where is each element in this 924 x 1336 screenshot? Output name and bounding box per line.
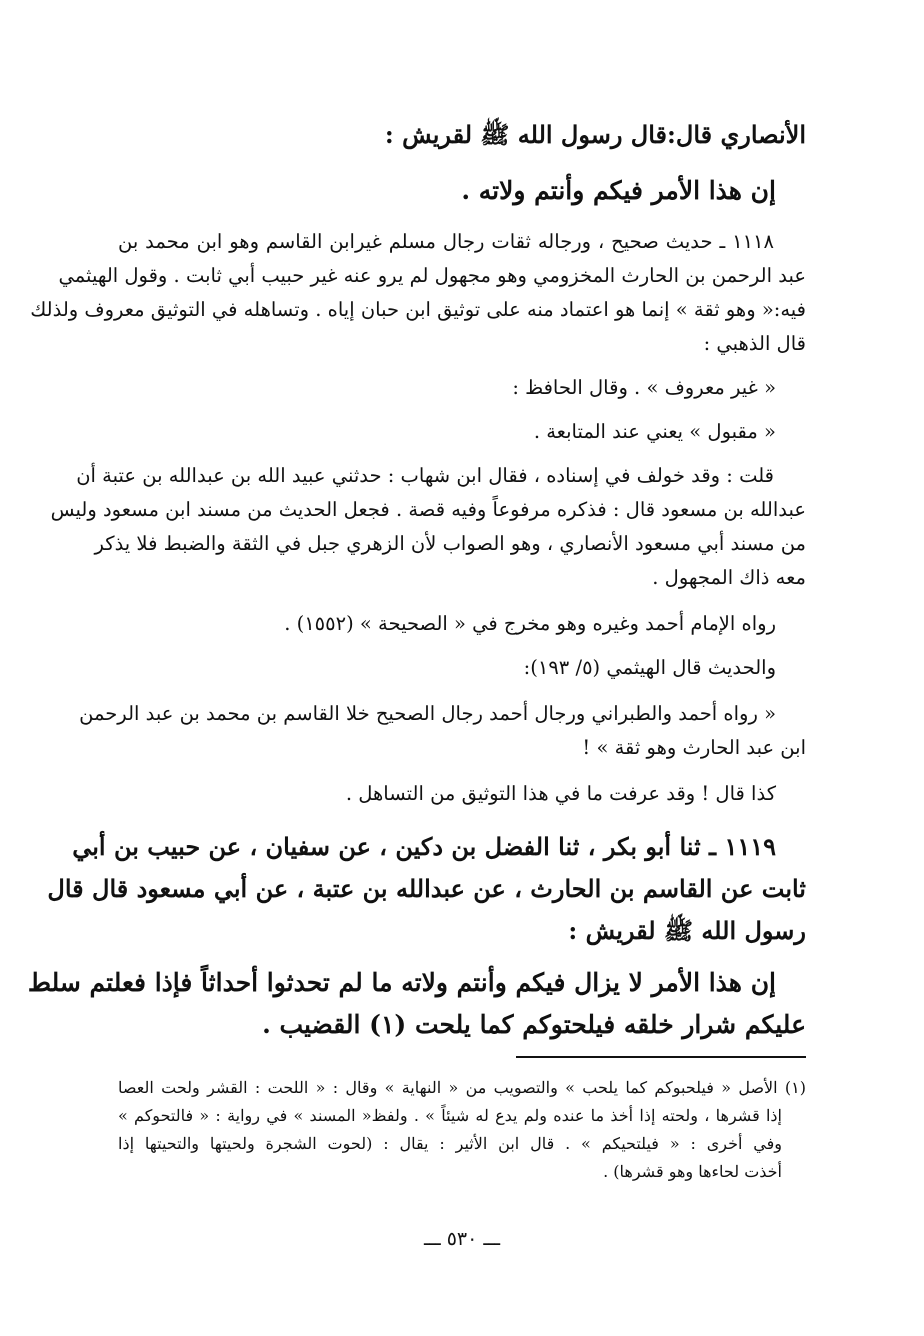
page-number: ـــ ٥٣٠ ـــ [423, 1228, 501, 1250]
footnote-line: إذا قشرها ، ولحته إذا أخذ ما عنده ولم يدع له شيئاً » . ولفظ« المسند » في رواية : « فالتحوكم » [118, 1106, 782, 1125]
footnote-line: وفي أخرى : « فيلتحيكم » . قال ابن الأثير : يقال : (لحوت الشجرة ولحيتها والتحيتها إذا [118, 1134, 782, 1153]
commentary-1118-line: فيه:« وهو ثقة » إنما هو اعتماد منه على توثيق ابن حبان إياه . وتساهله في التوثيق معروف ولذلك [30, 298, 806, 321]
rawahu-ahmad: رواه الإمام أحمد وغيره وهو مخرج في « الصحيحة » (١٥٥٢) . [284, 612, 776, 635]
hadith-1119-text-line: إن هذا الأمر لا يزال فيكم وأنتم ولاته ما لم تحدثوا أحداثاً فإذا فعلتم سلط [27, 968, 776, 997]
hadith-1119-isnad-line: ١١١٩ ـ ثنا أبو بكر ، ثنا الفضل بن دكين ، عن سفيان ، عن حبيب بن أبي [72, 832, 776, 861]
footnote-separator [516, 1056, 806, 1058]
hadith-1119-isnad-line: رسول الله ﷺ لقريش : [568, 916, 806, 945]
hadith-1119-text-line: عليكم شرار خلقه فيلحتوكم كما يلحت (١) القضيب . [262, 1010, 806, 1039]
commentary-1118-line: قال الذهبي : [703, 332, 806, 355]
haythami-quote-line: ابن عبد الحارث وهو ثقة » ! [582, 736, 806, 759]
footnote-line: أخذت لحاءها وهو قشرها) . [603, 1162, 782, 1181]
commentary-1118-line: ١١١٨ ـ حديث صحيح ، ورجاله ثقات رجال مسلم غيرابن القاسم وهو ابن محمد بن [118, 230, 774, 253]
haythami-reference: والحديث قال الهيثمي (٥/ ١٩٣): [523, 656, 776, 679]
qultu-paragraph-line: عبدالله بن مسعود قال : فذكره مرفوعاً وفيه قصة . فجعل الحديث من مسند ابن مسعود وليس [50, 498, 806, 521]
qultu-paragraph-line: من مسند أبي مسعود الأنصاري ، وهو الصواب لأن الزهري جبل في الثقة والضبط فلا يذكر [94, 532, 806, 555]
qultu-paragraph-line: قلت : وقد خولف في إسناده ، فقال ابن شهاب : حدثني عبيد الله بن عبدالله بن عتبة أن [76, 464, 774, 487]
qultu-paragraph-line: معه ذاك المجهول . [652, 566, 806, 589]
quote-dhahabi: « غير معروف » . وقال الحافظ : [512, 376, 776, 399]
hadith-1118-text: إن هذا الأمر فيكم وأنتم ولاته . [461, 176, 776, 205]
quote-hafiz: « مقبول » يعني عند المتابعة . [533, 420, 776, 443]
hadith-1119-isnad-line: ثابت عن القاسم بن الحارث ، عن عبدالله بن عتبة ، عن أبي مسعود قال قال [47, 874, 806, 903]
kadha-qal: كذا قال ! وقد عرفت ما في هذا التوثيق من التساهل . [345, 782, 776, 805]
intro-heading: الأنصاري قال:قال رسول الله ﷺ لقريش : [384, 120, 806, 149]
footnote-line: (١) الأصل « فيلحبوكم كما يلحب » والتصويب من « النهاية » وقال : « اللحت : القشر ولحت العصا [118, 1078, 806, 1097]
haythami-quote-line: « رواه أحمد والطبراني ورجال أحمد رجال الصحيح خلا القاسم بن محمد بن عبد الرحمن [79, 702, 776, 725]
commentary-1118-line: عبد الرحمن بن الحارث المخزومي وهو مجهول لم يرو عنه غير حبيب أبي ثابت . وقول الهيثمي [58, 264, 806, 287]
